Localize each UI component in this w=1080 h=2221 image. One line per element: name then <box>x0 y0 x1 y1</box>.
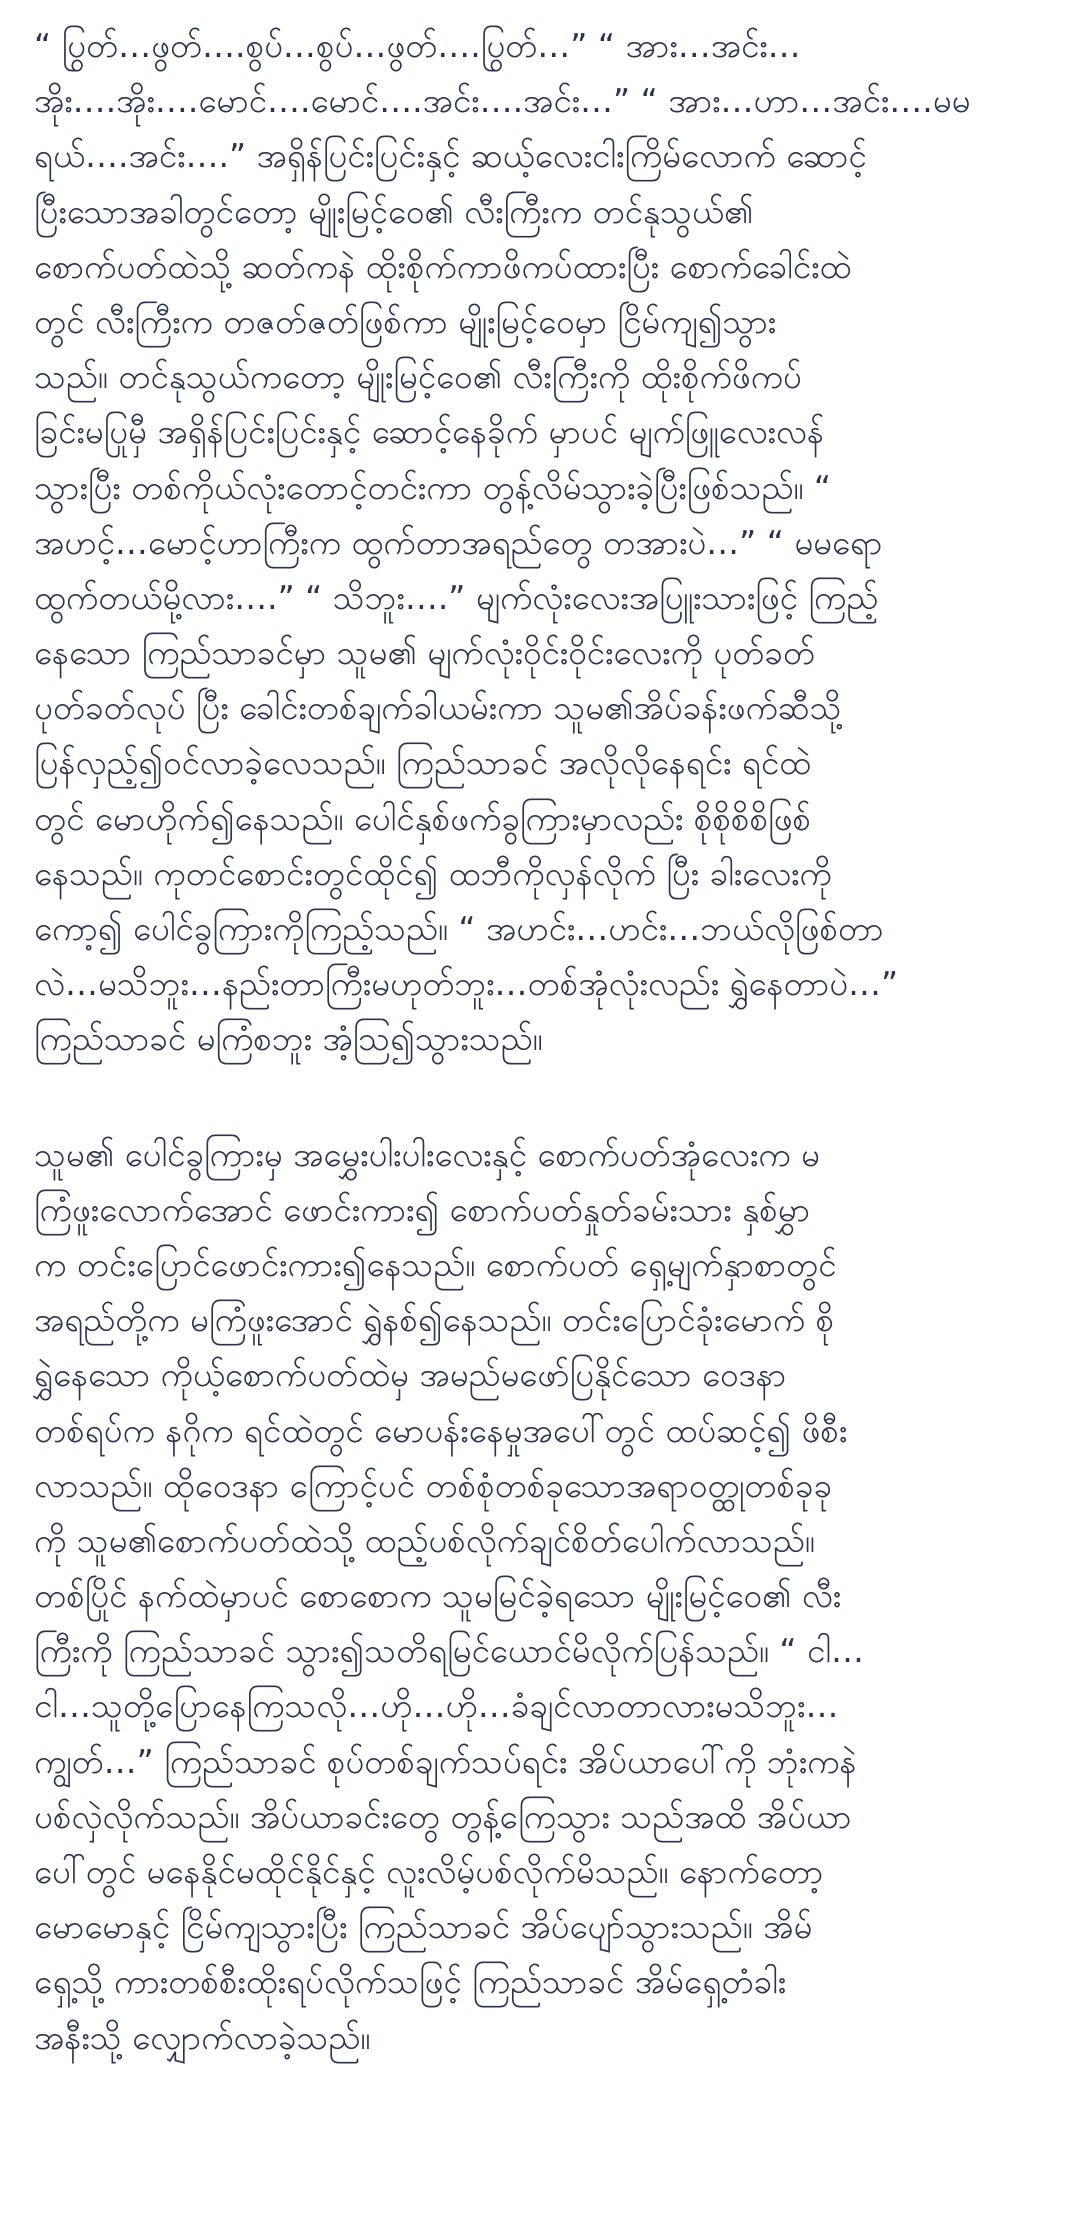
text-line: ရွှဲနေသော ကိုယ့်စောက်ပတ်ထဲမှ အမည်မဖော်ပြနိုင်သော ဝေဒနာ <box>34 1355 787 1395</box>
text-line: စောက်ပတ်ထဲသို့ ဆတ်ကနဲ ထိုးစိုက်ကာဖိကပ်ထားပြီး စောက်ခေါင်းထဲ <box>34 246 852 286</box>
text-line: ကြည်သာခင် မကြံစဘူး အံ့သြ၍သွားသည်။ <box>34 1019 543 1059</box>
text-line: ကို သူမ၏စောက်ပတ်ထဲသို့ ထည့်ပစ်လိုက်ချင်စိတ်ပေါက်လာသည်။ <box>34 1520 815 1560</box>
text-line: အနီးသို့ လျှောက်လာခဲ့သည်။ <box>34 2017 371 2057</box>
text-line: ရှေ့သို့ ကားတစ်စီးထိုးရပ်လိုက်သဖြင့် ကြည်သာခင် အိမ်ရှေ့တံခါး <box>34 1962 787 2002</box>
text-line: တစ်ပြိုင် နက်ထဲမှာပင် စောစောက သူမမြင်ခဲ့ရသော မျိုးမြင့်ဝေ၏ လီး <box>34 1576 842 1616</box>
text-line: ပြီးသောအခါတွင်တော့ မျိုးမြင့်ဝေ၏ လီးကြီးက တင်နုသွယ်၏ <box>34 191 754 231</box>
paragraph-gap <box>34 1067 1046 1127</box>
text-line: က တင်းပြောင်ဖောင်းကား၍နေသည်။ စောက်ပတ် ရှေ့မျက်နှာစာတွင် <box>34 1244 837 1284</box>
text-line: အရည်တို့က မကြံဖူးအောင် ရွှဲနစ်၍နေသည်။ တင်းပြောင်ခုံးမောက် စို <box>34 1300 835 1340</box>
story-text-page <box>34 18 1046 2065</box>
text-line: လာသည်။ ထိုဝေဒနာ ကြောင့်ပင် တစ်စုံတစ်ခုသောအရာဝတ္ထုတစ်ခုခု <box>34 1465 833 1505</box>
text-line: လဲ…မသိဘူး…နည်းတာကြီးမဟုတ်ဘူး…တစ်အုံလုံးလည်း ရွှဲနေတာပဲ…” <box>34 964 899 1004</box>
text-line: မောမောနှင့် ငြိမ်ကျသွားပြီး ကြည်သာခင် အိပ်ပျော်သွားသည်။ အိမ် <box>34 1907 813 1947</box>
text-line: ကြီးကို ကြည်သာခင် သွား၍သတိရမြင်ယောင်မိလိုက်ပြန်သည်။ “ ငါ… <box>34 1631 865 1671</box>
text-line: ထွက်တယ်မို့လား….” “ သိဘူး….” မျက်လုံးလေးအပြူးသားဖြင့် ကြည့် <box>34 577 879 617</box>
text-line: တွင် မောဟိုက်၍နေသည်။ ပေါင်နှစ်ဖက်ခွကြားမှာလည်း စိုစိုစိစိဖြစ် <box>34 798 811 838</box>
text-line: အဟင့်…မောင့်ဟာကြီးက ထွက်တာအရည်တွေ တအားပဲ…” “ မမရော <box>34 522 883 562</box>
text-line: ကော့၍ ပေါင်ခွကြားကိုကြည့်သည်။ “ အဟင်း…ဟင်း…ဘယ်လိုဖြစ်တာ <box>34 909 884 948</box>
story-paragraph-1 <box>34 18 1046 1067</box>
text-line: သူမ၏ ပေါင်ခွကြားမှ အမွှေးပါးပါးလေးနှင့် စောက်ပတ်အုံလေးက မ <box>34 1134 820 1174</box>
text-line: ပုတ်ခတ်လုပ် ပြီး ခေါင်းတစ်ချက်ခါယမ်းကာ သူမ၏အိပ်ခန်းဖက်ဆီသို့ <box>34 688 842 728</box>
story-paragraph-2 <box>34 1127 1046 2065</box>
text-line: ရယ်….အင်း….” အရှိန်ပြင်းပြင်းနှင့် ဆယ့်လေးငါးကြိမ်လောက် ဆောင့် <box>34 136 867 176</box>
text-line: ငါ…သူတို့ပြောနေကြသလို…ဟို…ဟို…ခံချင်လာတာလားမသိဘူး… <box>34 1686 839 1726</box>
text-line: နေသည်။ ကုတင်စောင်းတွင်ထိုင်၍ ထဘီကိုလှန်လိုက် ပြီး ခါးလေးကို <box>34 853 832 893</box>
text-line: ခြင်းမပြုမှီ အရှိန်ပြင်းပြင်းနှင့် ဆောင့်နေခိုက် မှာပင် မျက်ဖြူလေးလန် <box>34 412 824 452</box>
text-line: သွားပြီး တစ်ကိုယ်လုံးတောင့်တင်းကာ တွန့်လိမ်သွားခဲ့ပြီးဖြစ်သည်။ “ <box>34 467 831 507</box>
text-line: သည်။ တင်နုသွယ်ကတော့ မျိုးမြင့်ဝေ၏ လီးကြီးကို ထိုးစိုက်ဖိကပ် <box>34 357 802 397</box>
text-line: ပေါ်တွင် မနေနိုင်မထိုင်နိုင်နှင့် လူးလိမ့်ပစ်လိုက်မိသည်။ နောက်တော့ <box>34 1852 824 1891</box>
text-line: ပစ်လှဲလိုက်သည်။ အိပ်ယာခင်းတွေ တွန့်ကြေသွား သည်အထိ အိပ်ယာ <box>34 1796 852 1836</box>
text-line: ကြံဖူးလောက်အောင် ဖောင်းကား၍ စောက်ပတ်နှုတ်ခမ်းသား နှစ်မွှာ <box>34 1189 811 1229</box>
text-line: အိုး….အိုး….မောင်….မောင်….အင်း….အင်း…” “ အား…ဟာ…အင်း….မမ <box>34 81 971 121</box>
text-line: “ ပြွတ်…ဖွတ်….စွပ်…စွပ်…ဖွတ်….ပြွတ်…” “ အား…အင်း… <box>34 26 801 65</box>
text-line: ပြန်လှည့်၍ဝင်လာခဲ့လေသည်။ ကြည်သာခင် အလိုလိုနေရင်း ရင်ထဲ <box>34 743 812 783</box>
text-line: နေသော ကြည်သာခင်မှာ သူမ၏ မျက်လုံးဝိုင်းဝိုင်းလေးကို ပုတ်ခတ် <box>34 633 815 673</box>
text-line: ကျွတ်…” ကြည်သာခင် စုပ်တစ်ချက်သပ်ရင်း အိပ်ယာပေါ်ကို ဘုံးကနဲ <box>34 1741 857 1781</box>
text-line: တွင် လီးကြီးက တဇတ်ဇတ်ဖြစ်ကာ မျိုးမြင့်ဝေမှာ ငြိမ်ကျ၍သွား <box>34 301 777 341</box>
text-line: တစ်ရပ်က နဂိုက ရင်ထဲတွင် မောပန်းနေမှုအပေါ်တွင် ထပ်ဆင့်၍ ဖိစီး <box>34 1410 848 1450</box>
